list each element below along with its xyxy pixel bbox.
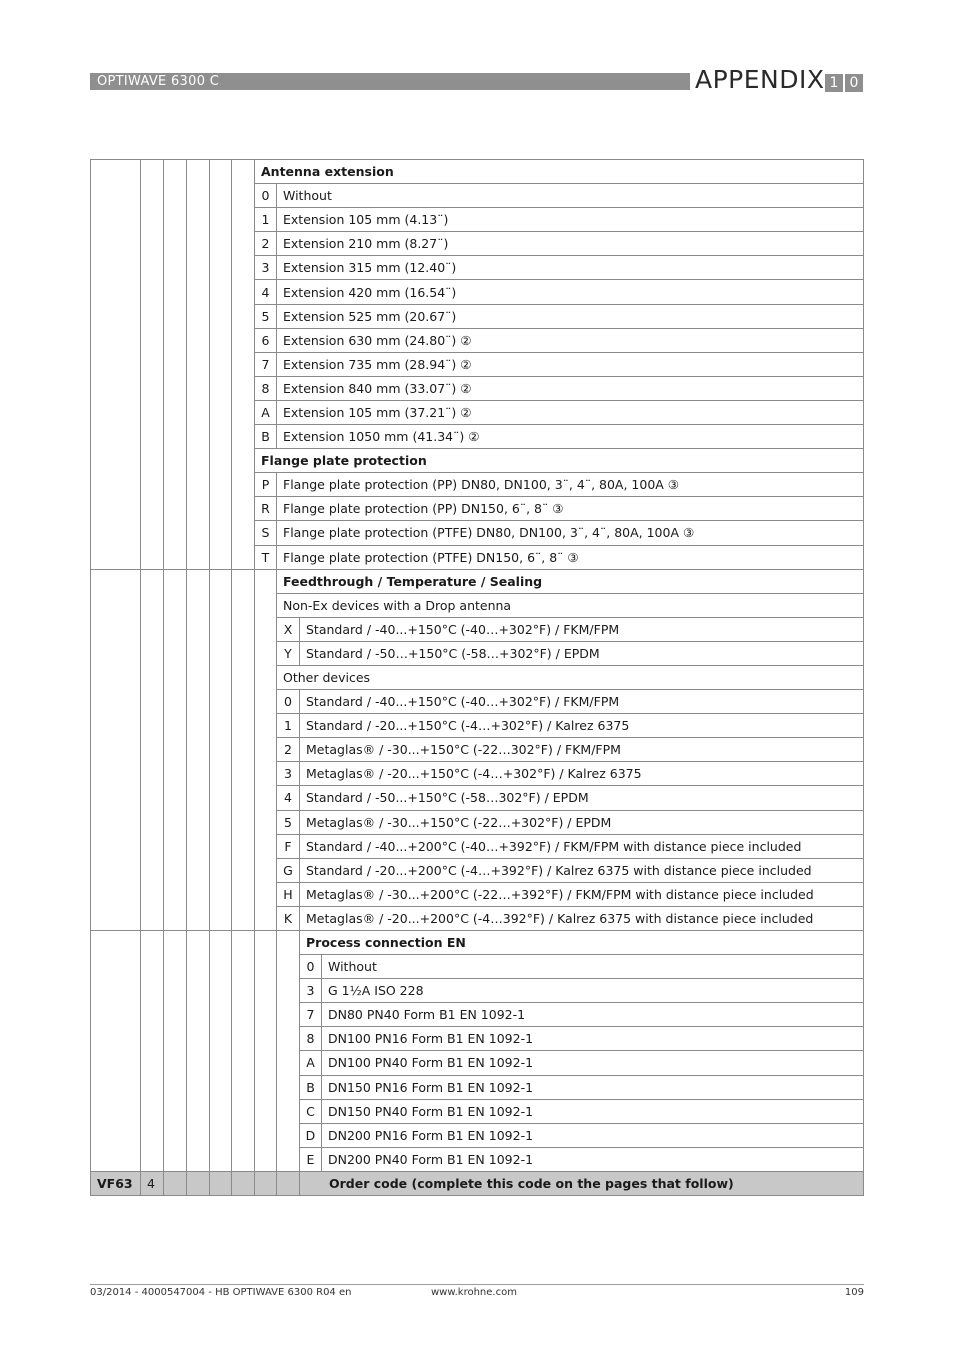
blank-cell bbox=[232, 931, 255, 1172]
blank-cell bbox=[210, 569, 232, 930]
blank-cell bbox=[187, 569, 210, 930]
option-code: C bbox=[300, 1100, 322, 1123]
option-code: A bbox=[300, 1051, 322, 1074]
blank-cell bbox=[255, 569, 277, 930]
option-text: DN100 PN16 Form B1 EN 1092-1 bbox=[328, 1031, 534, 1047]
option-code: K bbox=[277, 906, 300, 930]
option-code: 2 bbox=[255, 232, 277, 256]
blank-cell bbox=[255, 1171, 277, 1195]
blank-cell bbox=[232, 569, 255, 930]
option-text: Metaglas® / -20...+150°C (-4…+302°F) / Kalrez 6375 bbox=[300, 762, 864, 786]
chapter-digit-1: 1 bbox=[825, 74, 843, 92]
option-code: 4 bbox=[277, 786, 300, 810]
option-code: T bbox=[255, 545, 277, 569]
section-header: Antenna extension bbox=[255, 160, 864, 184]
option-text: Standard / -40...+150°C (-40…+302°F) / FKM/FPM bbox=[300, 690, 864, 714]
blank-cell bbox=[91, 160, 141, 570]
product-name: OPTIWAVE 6300 C bbox=[97, 74, 220, 89]
option-code: 3 bbox=[255, 256, 277, 280]
section-header: Flange plate protection bbox=[255, 449, 864, 473]
option-code: R bbox=[255, 497, 277, 521]
option-text: DN200 PN40 Form B1 EN 1092-1 bbox=[328, 1151, 534, 1167]
subgroup-label: Non-Ex devices with a Drop antenna bbox=[277, 593, 864, 617]
blank-cell bbox=[141, 569, 164, 930]
option-code: 3 bbox=[277, 762, 300, 786]
option-code: 4 bbox=[255, 280, 277, 304]
option-code: A bbox=[255, 400, 277, 424]
option-code: 5 bbox=[255, 304, 277, 328]
option-text: Metaglas® / -30...+200°C (-22…+392°F) / FKM/FPM with distance piece included bbox=[300, 882, 864, 906]
option-code: 5 bbox=[277, 810, 300, 834]
option-text: Extension 735 mm (28.94¨) ② bbox=[277, 352, 864, 376]
section-header: Process connection EN bbox=[300, 931, 864, 955]
option-code: X bbox=[277, 617, 300, 641]
blank-cell bbox=[91, 569, 141, 930]
page-number: 109 bbox=[844, 1287, 864, 1298]
option-code: D bbox=[300, 1124, 322, 1147]
option-text: DN100 PN40 Form B1 EN 1092-1 bbox=[328, 1055, 534, 1071]
option-text: Flange plate protection (PTFE) DN150, 6¨, 8¨ ③ bbox=[277, 545, 864, 569]
option-row-cell bbox=[300, 1051, 864, 1075]
option-code: 0 bbox=[255, 184, 277, 208]
option-text: G 1½A ISO 228 bbox=[328, 983, 424, 999]
option-code: P bbox=[255, 473, 277, 497]
option-text: Extension 105 mm (4.13¨) bbox=[277, 208, 864, 232]
blank-cell bbox=[255, 931, 277, 1172]
option-text: Without bbox=[277, 184, 864, 208]
option-row-cell bbox=[300, 1003, 864, 1027]
option-text: Extension 210 mm (8.27¨) bbox=[277, 232, 864, 256]
option-code: 6 bbox=[255, 328, 277, 352]
blank-cell bbox=[187, 160, 210, 570]
blank-cell bbox=[232, 1171, 255, 1195]
option-text: Standard / -50...+150°C (-58…302°F) / EPDM bbox=[300, 786, 864, 810]
option-text: Extension 315 mm (12.40¨) bbox=[277, 256, 864, 280]
option-code: F bbox=[277, 834, 300, 858]
option-text: Metaglas® / -30...+150°C (-22…302°F) / FKM/FPM bbox=[300, 738, 864, 762]
option-text: DN200 PN16 Form B1 EN 1092-1 bbox=[328, 1127, 534, 1143]
option-code: 7 bbox=[255, 352, 277, 376]
order-code-prefix: VF63 bbox=[91, 1171, 141, 1195]
option-row-cell bbox=[300, 1075, 864, 1099]
option-row-cell bbox=[300, 1123, 864, 1147]
option-text: Flange plate protection (PP) DN150, 6¨, 8¨ ③ bbox=[277, 497, 864, 521]
blank-cell bbox=[91, 931, 141, 1172]
option-row-cell bbox=[300, 979, 864, 1003]
footer-doc-id: 03/2014 - 4000547004 - HB OPTIWAVE 6300 R04 en bbox=[90, 1287, 352, 1298]
table-row bbox=[91, 160, 864, 184]
option-code: B bbox=[300, 1076, 322, 1099]
option-code: 1 bbox=[255, 208, 277, 232]
blank-cell bbox=[277, 1171, 300, 1195]
option-text: Standard / -20...+200°C (-4…+392°F) / Kalrez 6375 with distance piece included bbox=[300, 858, 864, 882]
blank-cell bbox=[164, 160, 187, 570]
table-row bbox=[91, 569, 864, 593]
option-code: 0 bbox=[300, 955, 322, 978]
chapter-digit-2: 0 bbox=[845, 74, 863, 92]
option-code: Y bbox=[277, 641, 300, 665]
blank-cell bbox=[164, 1171, 187, 1195]
section-header: Feedthrough / Temperature / Sealing bbox=[277, 569, 864, 593]
option-code: 2 bbox=[277, 738, 300, 762]
blank-cell bbox=[141, 931, 164, 1172]
option-row-cell bbox=[300, 1027, 864, 1051]
option-row-cell bbox=[300, 1147, 864, 1171]
option-text: DN150 PN16 Form B1 EN 1092-1 bbox=[328, 1079, 534, 1095]
header-bar bbox=[90, 73, 690, 90]
blank-cell bbox=[232, 160, 255, 570]
option-code: 3 bbox=[300, 979, 322, 1002]
section-title: APPENDIX bbox=[695, 65, 825, 94]
option-text: Standard / -40...+200°C (-40…+392°F) / FKM/FPM with distance piece included bbox=[300, 834, 864, 858]
option-code: 0 bbox=[277, 690, 300, 714]
option-code: 8 bbox=[255, 376, 277, 400]
footer-rule bbox=[90, 1284, 864, 1285]
option-text: Standard / -40...+150°C (-40…+302°F) / FKM/FPM bbox=[300, 617, 864, 641]
blank-cell bbox=[187, 1171, 210, 1195]
blank-cell bbox=[187, 931, 210, 1172]
blank-cell bbox=[164, 569, 187, 930]
order-code-row bbox=[91, 1171, 864, 1195]
blank-cell bbox=[164, 931, 187, 1172]
option-code: 1 bbox=[277, 714, 300, 738]
blank-cell bbox=[141, 160, 164, 570]
blank-cell bbox=[210, 931, 232, 1172]
option-text: Flange plate protection (PTFE) DN80, DN100, 3¨, 4¨, 80A, 100A ③ bbox=[277, 521, 864, 545]
option-code: 8 bbox=[300, 1027, 322, 1050]
option-text: Extension 420 mm (16.54¨) bbox=[277, 280, 864, 304]
option-text: Extension 525 mm (20.67¨) bbox=[277, 304, 864, 328]
blank-cell bbox=[277, 931, 300, 1172]
order-code-text: Order code (complete this code on the pages that follow) bbox=[300, 1171, 864, 1195]
option-text: Metaglas® / -20...+200°C (-4…392°F) / Kalrez 6375 with distance piece included bbox=[300, 906, 864, 930]
option-code: H bbox=[277, 882, 300, 906]
option-text: Standard / -20...+150°C (-4…+302°F) / Kalrez 6375 bbox=[300, 714, 864, 738]
option-row-cell bbox=[300, 1099, 864, 1123]
option-code: S bbox=[255, 521, 277, 545]
option-code: 7 bbox=[300, 1003, 322, 1026]
subgroup-label: Other devices bbox=[277, 665, 864, 689]
option-text: DN150 PN40 Form B1 EN 1092-1 bbox=[328, 1103, 534, 1119]
option-code: E bbox=[300, 1148, 322, 1171]
option-text: Extension 840 mm (33.07¨) ② bbox=[277, 376, 864, 400]
option-code: B bbox=[255, 425, 277, 449]
table-row bbox=[91, 931, 864, 955]
option-text: Extension 1050 mm (41.34¨) ② bbox=[277, 425, 864, 449]
order-code-table bbox=[90, 159, 864, 1196]
option-text: Without bbox=[328, 959, 377, 975]
option-text: Extension 105 mm (37.21¨) ② bbox=[277, 400, 864, 424]
option-row-cell bbox=[300, 955, 864, 979]
option-code: G bbox=[277, 858, 300, 882]
option-text: Flange plate protection (PP) DN80, DN100, 3¨, 4¨, 80A, 100A ③ bbox=[277, 473, 864, 497]
option-text: Extension 630 mm (24.80¨) ② bbox=[277, 328, 864, 352]
blank-cell bbox=[210, 1171, 232, 1195]
option-text: Standard / -50…+150°C (-58…+302°F) / EPDM bbox=[300, 641, 864, 665]
order-code-digit: 4 bbox=[141, 1171, 164, 1195]
footer-website: www.krohne.com bbox=[431, 1287, 517, 1298]
option-text: DN80 PN40 Form B1 EN 1092-1 bbox=[328, 1007, 526, 1023]
option-text: Metaglas® / -30...+150°C (-22…+302°F) / EPDM bbox=[300, 810, 864, 834]
blank-cell bbox=[210, 160, 232, 570]
